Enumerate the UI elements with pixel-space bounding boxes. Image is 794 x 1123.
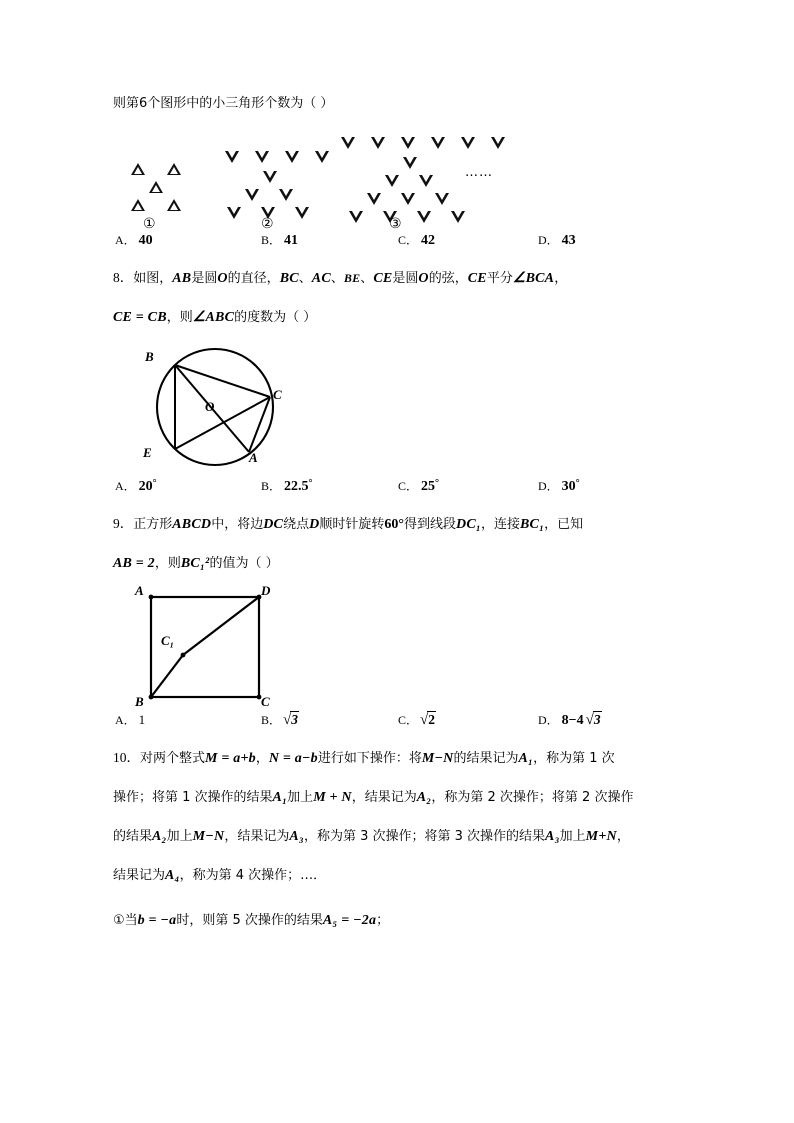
q10-line4: 结果记为A₄，称为第 4 次操作；…．: [113, 868, 327, 883]
q10-line1: 10．对两个整式M = a+b，N = a−b进行如下操作：将M−N的结果记为A₁，称为第 1 次: [113, 750, 615, 766]
page-content: [113, 88, 693, 940]
math-angle-BCA: ∠BCA: [512, 271, 555, 286]
q10-number: 10．: [113, 750, 140, 765]
q7-option-b-value: 41: [284, 233, 299, 248]
triangle-glyph: [419, 175, 433, 187]
q8-option-b-tag: B．: [261, 479, 282, 493]
q7-option-c-value: 42: [421, 233, 436, 248]
sqrt-symbol: √3: [585, 712, 601, 728]
q9-option-b-tag: B．: [261, 713, 282, 727]
q8-option-d-tag: D．: [538, 479, 559, 493]
q9-stem: [113, 505, 693, 583]
triangle-glyph: [315, 151, 329, 163]
triangle-glyph: [131, 199, 145, 211]
q9-option-a-value: 1: [138, 712, 146, 727]
q7-option-a-value: 40: [138, 233, 153, 248]
triangle-glyph: [279, 189, 293, 201]
triangle-glyph: [403, 157, 417, 169]
label-C: C: [273, 387, 282, 402]
label-C1: C₁: [161, 633, 175, 648]
figure-label-3: ③: [389, 216, 402, 232]
math-M-plus-N-2: M+N: [585, 829, 617, 844]
q7-options: [113, 231, 693, 259]
degree-symbol: °: [575, 478, 580, 489]
label-B: B: [135, 694, 144, 709]
triangle-glyph: [167, 163, 181, 175]
q8-number: 8．: [113, 270, 134, 285]
ellipsis-text: ……: [465, 165, 493, 180]
q8-stem: [113, 259, 693, 337]
q9-option-b[interactable]: [261, 711, 299, 729]
triangle-glyph: [167, 199, 181, 211]
q7-option-d[interactable]: [538, 231, 576, 249]
point-B: [149, 695, 154, 700]
q7-option-a-tag: A．: [115, 233, 136, 247]
q9-option-d-value: 8−4: [561, 713, 584, 728]
math-CE-2: CE: [467, 271, 487, 286]
q7-option-d-tag: D．: [538, 233, 559, 247]
q7-option-c[interactable]: [398, 231, 435, 249]
math-M: M = a+b: [205, 751, 256, 766]
q9-option-c-tag: C．: [398, 713, 419, 727]
q8-option-a-value: 20: [138, 479, 153, 494]
math-M-plus-N: M + N: [313, 790, 352, 805]
triangle-glyph: [385, 175, 399, 187]
q10-line3: 的结果A₂加上M−N，结果记为A₃，称为第 3 次操作；将第 3 次操作的结果A₃加上M+N，: [113, 829, 630, 844]
q9-options: [113, 711, 693, 739]
segment-DC1: [183, 597, 259, 655]
triangle-glyph: [263, 171, 277, 183]
q10-stem: [113, 739, 693, 940]
q7-option-b[interactable]: [261, 231, 298, 249]
q7-stem: [113, 88, 693, 119]
math-angle-ABC: ∠ABC: [192, 310, 235, 325]
degree-symbol: °: [308, 478, 313, 489]
triangle-glyph: [431, 137, 445, 149]
triangle-glyph: [367, 193, 381, 205]
math-BE: BE: [343, 271, 361, 285]
q8-stem-line1: 8．如图，AB是圆O的直径，BC、AC、BE、CE是圆O的弦，CE平分∠BCA，: [113, 270, 568, 286]
math-ABCD: ABCD: [172, 517, 212, 532]
q8-options: [113, 477, 693, 505]
q9-option-b-value: 3: [291, 712, 298, 727]
math-AB: AB: [172, 271, 192, 286]
triangle-glyph: [491, 137, 505, 149]
q8-option-b[interactable]: [261, 477, 313, 495]
q8-option-a-tag: A．: [115, 479, 136, 493]
q8-option-d[interactable]: [538, 477, 580, 495]
math-BC1: BC₁: [520, 517, 545, 532]
label-A: A: [135, 583, 144, 598]
figure-label-1: ①: [143, 216, 156, 232]
triangle-glyph: [451, 211, 465, 223]
q7-figure-group: [113, 119, 693, 231]
triangle-glyph: [435, 193, 449, 205]
triangle-glyph: [371, 137, 385, 149]
label-C: C: [261, 694, 270, 709]
math-A1-2: A₁: [272, 790, 288, 805]
q7-option-d-value: 43: [561, 233, 576, 248]
triangle-glyph: [131, 163, 145, 175]
sqrt-symbol: √3: [283, 712, 298, 728]
label-E: E: [143, 445, 152, 460]
q8-option-c-tag: C．: [398, 479, 419, 493]
math-b-eq-neg-a: b = −a: [137, 913, 177, 928]
triangle-glyph: [149, 181, 163, 193]
q9-option-d[interactable]: [538, 711, 602, 729]
math-BC1-squared: BC₁²: [180, 556, 210, 571]
q9-stem-line1: 9．正方形ABCD中，将边DC绕点D顺时针旋转60°得到线段DC₁，连接BC₁，已知: [113, 516, 584, 532]
triangle-glyph: [349, 211, 363, 223]
q7-option-c-tag: C．: [398, 233, 419, 247]
math-M-minus-N-2: M−N: [192, 829, 225, 844]
math-N: N = a−b: [268, 751, 318, 766]
label-A: A: [249, 450, 258, 465]
triangle-glyph: [295, 207, 309, 219]
chord-EC: [175, 397, 270, 449]
math-CE: CE: [373, 271, 393, 286]
q10-line2: 操作；将第 1 次操作的结果A₁加上M + N，结果记为A₂，称为第 2 次操作；将第 2 次操作: [113, 790, 634, 805]
math-neg-2a: −2a: [353, 913, 377, 928]
math-A3: A₃: [289, 829, 304, 844]
math-A1: A₁: [518, 751, 534, 766]
math-A2: A₂: [416, 790, 432, 805]
math-60-deg: 60°: [384, 517, 405, 532]
math-AC: AC: [311, 271, 331, 286]
triangle-glyph: [461, 137, 475, 149]
q9-option-c[interactable]: [398, 711, 436, 729]
point-A: [149, 595, 154, 600]
label-B: B: [145, 349, 154, 364]
label-O-center: O: [205, 399, 215, 414]
q9-number: 9．: [113, 516, 134, 531]
triangle-glyph: [255, 151, 269, 163]
triangle-glyph: [285, 151, 299, 163]
q10-item-1: ①当b = −a时，则第 5 次操作的结果A₅ = −2a；: [113, 913, 390, 928]
math-A3-2: A₃: [545, 829, 560, 844]
q9-option-d-tag: D．: [538, 713, 559, 727]
q7-stem-text: 则第6个图形中的小三角形个数为（ ）: [113, 96, 334, 111]
math-A4: A₄: [165, 868, 180, 883]
math-AB-eq-2: AB = 2: [113, 556, 155, 571]
q8-option-c-value: 25: [421, 479, 436, 494]
sqrt-symbol: √2: [420, 712, 435, 728]
q8-diagram: [113, 337, 693, 477]
q7-option-a[interactable]: [115, 231, 153, 249]
triangle-glyph: [341, 137, 355, 149]
degree-symbol: °: [435, 478, 440, 489]
math-BC: BC: [279, 271, 299, 286]
q8-option-b-value: 22.5: [284, 479, 309, 494]
math-O: O: [217, 271, 228, 286]
q8-option-a[interactable]: [115, 477, 157, 495]
q9-option-c-value: 2: [428, 712, 435, 727]
triangle-glyph: [417, 211, 431, 223]
math-A5: A₅: [322, 913, 338, 928]
triangle-glyph: [227, 207, 241, 219]
math-CE-eq-CB: CE = CB: [113, 310, 167, 325]
triangle-glyph: [245, 189, 259, 201]
figure-label-2: ②: [261, 216, 274, 232]
q7-option-b-tag: B．: [261, 233, 282, 247]
q9-option-a[interactable]: [115, 711, 145, 728]
triangle-glyph: [225, 151, 239, 163]
math-A2-2: A₂: [152, 829, 167, 844]
q8-option-c[interactable]: [398, 477, 439, 495]
math-DC1: DC₁: [456, 517, 481, 532]
q8-stem-line2: CE = CB，则∠ABC的度数为（ ）: [113, 310, 317, 325]
math-D: D: [309, 517, 320, 532]
point-C1: [181, 653, 186, 658]
math-DC: DC: [263, 517, 284, 532]
segment-BC1: [151, 655, 183, 697]
q9-stem-line2: AB = 2，则BC₁²的值为（ ）: [113, 556, 279, 571]
square-diagram-svg: [121, 583, 301, 711]
q9-option-d-radicand: 3: [593, 712, 601, 727]
q8-option-d-value: 30: [561, 479, 576, 494]
math-O-2: O: [418, 271, 429, 286]
math-M-minus-N: M−N: [421, 751, 454, 766]
triangle-glyph: [401, 193, 415, 205]
triangle-glyph: [401, 137, 415, 149]
label-D: D: [261, 583, 271, 598]
q9-diagram: [113, 583, 693, 711]
q9-option-a-tag: A．: [115, 713, 136, 727]
degree-symbol: °: [152, 478, 157, 489]
